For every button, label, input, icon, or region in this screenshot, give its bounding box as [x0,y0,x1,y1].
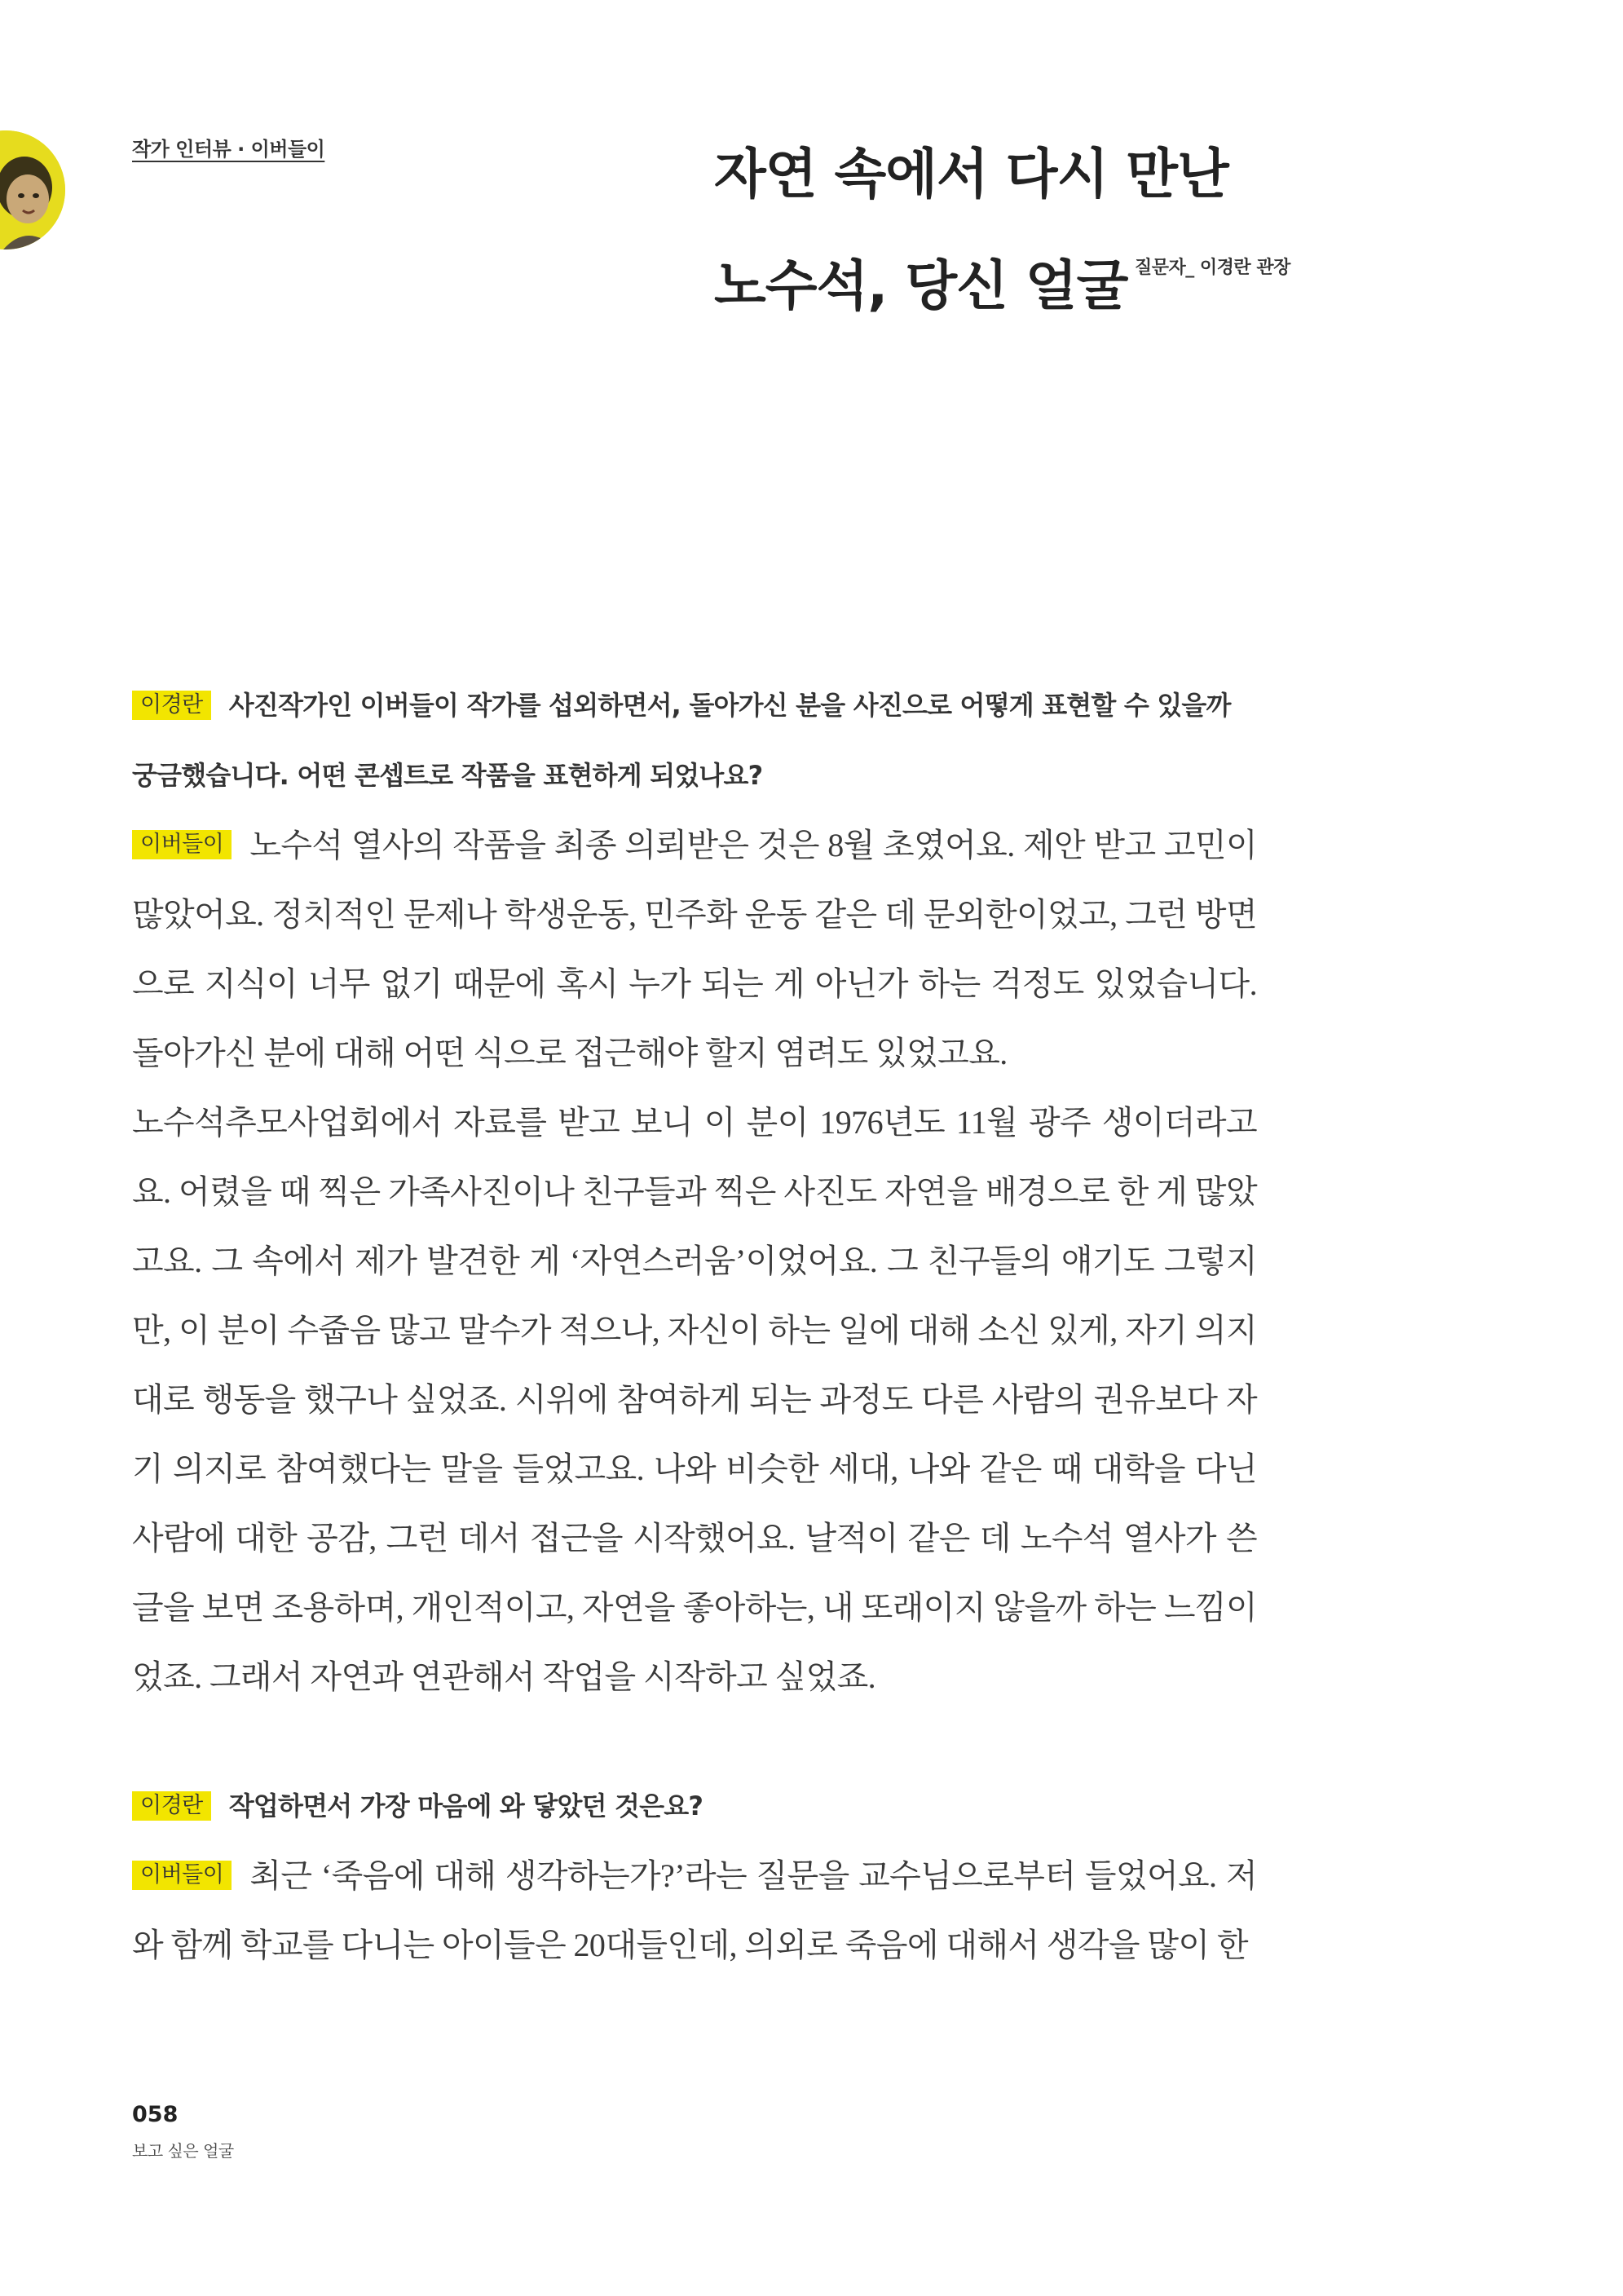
publication-title: 보고 싶은 얼굴 [132,2141,234,2161]
speaker-tag-interviewer: 이경란 [132,691,211,720]
answer-paragraph [132,810,1257,1088]
speaker-tag-interviewer: 이경란 [132,1791,211,1821]
question-text: 사진작가인 이버들이 작가를 섭외하면서, 돌아가신 분을 사진으로 어떻게 표현할 수 있을까 궁금했습니다. 어떤 콘셉트로 작품을 표현하게 되었나요? [132,690,1231,791]
interviewer-byline: 질문자_ 이경란 관장 [1135,258,1290,278]
answer-paragraph: 노수석추모사업회에서 자료를 받고 보니 이 분이 1976년도 11월 광주 생이더라고요. 어렸을 때 찍은 가족사진이나 친구들과 찍은 사진도 자연을 배경으로 한 게 많았고요. 그 속에서 제가 발견한 게 ‘자연스러움’이었어요. 그 친구들의 얘기도 그렇지만, 이 분이 수줍음 많고 말수가 적으나, 자신이 하는 일에 대해 소신 있게, 자기 의지대로 행동을 했구나 싶었죠. 시위에 참여하게 되는 과정도 다른 사람의 권유보다 자기 의지로 참여했다는 말을 들었고요. 나와 비슷한 세대, 나와 같은 때 대학을 다닌 사람에 대한 공감, 그런 데서 접근을 시작했어요. 날적이 같은 데 노수석 열사가 쓴 글을 보면 조용하며, 개인적이고, 자연을 좋아하는, 내 또래이지 않을까 하는 느낌이었죠. 그래서 자연과 연관해서 작업을 시작하고 싶었죠. [132,1104,1257,1695]
answer-paragraph [132,1841,1257,1980]
question-paragraph [132,670,1257,810]
portrait-illustration [0,130,65,249]
section-label: 작가 인터뷰 · 이버들이 [132,138,325,161]
article-title-line-2: 노수석, 당신 얼굴 [714,254,1128,317]
author-portrait-photo [0,130,65,249]
interview-block-2 [132,1771,1257,1980]
article-title-line-1: 자연 속에서 다시 만난 [714,143,1228,205]
page-number: 058 [132,2102,179,2127]
question-text: 작업하면서 가장 마음에 와 닿았던 것은요? [228,1790,703,1821]
speaker-tag-artist: 이버들이 [132,830,232,859]
interview-block-1 [132,670,1257,1711]
speaker-tag-artist: 이버들이 [132,1861,232,1890]
answer-text: 노수석 열사의 작품을 최종 의뢰받은 것은 8월 초였어요. 제안 받고 고민이 많았어요. 정치적인 문제나 학생운동, 민주화 운동 같은 데 문외한이었고, 그런 방면으로 지식이 너무 없기 때문에 혹시 누가 되는 게 아닌가 하는 걱정도 있었습니다. 돌아가신 분에 대해 어떤 식으로 접근해야 할지 염려도 있었고요. [132,827,1257,1071]
answer-text: 최근 ‘죽음에 대해 생각하는가?’라는 질문을 교수님으로부터 들었어요. 저와 함께 학교를 다니는 아이들은 20대들인데, 의외로 죽음에 대해서 생각을 많이 한 [132,1857,1257,1963]
question-paragraph [132,1771,1257,1841]
